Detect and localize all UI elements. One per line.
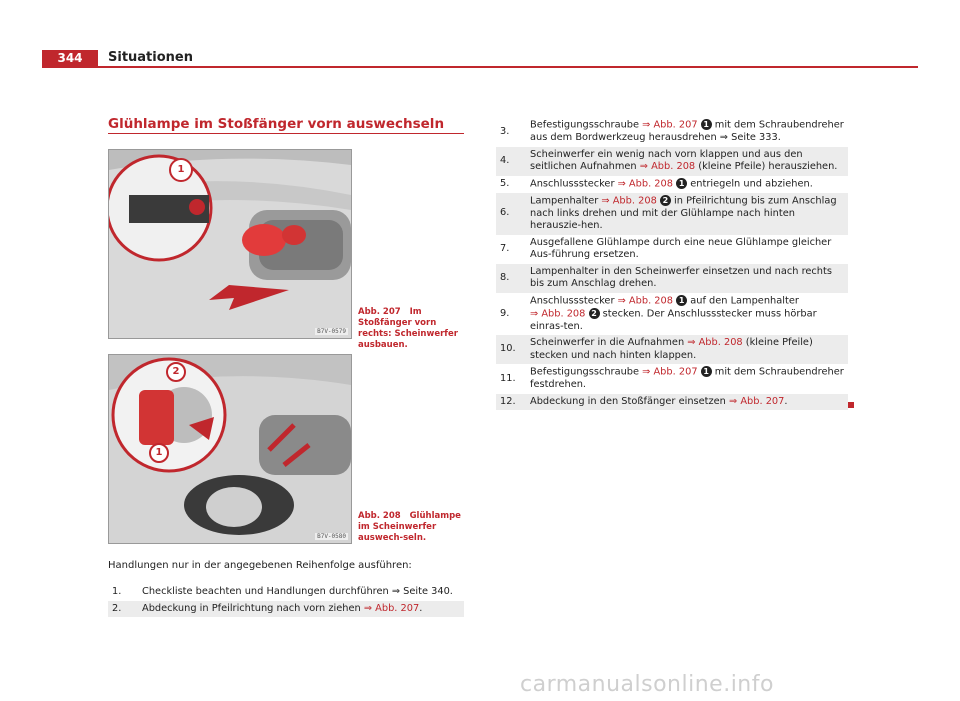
caption-label: Abb. 207 [358, 307, 401, 317]
step-text [526, 193, 848, 235]
step-number: 4. [496, 147, 526, 176]
step-text-part: stecken. Der Anschlussstecker muss hörbar einras-ten. [530, 308, 817, 332]
figure-link[interactable]: ⇒ Abb. 208 [687, 337, 743, 348]
step-text-part: Anschlussstecker [530, 295, 618, 306]
page-title: Glühlampe im Stoßfänger vorn auswechseln [108, 116, 445, 132]
callout-badge: 2 [660, 195, 671, 206]
step-text [138, 601, 464, 618]
step-text: Ausgefallene Glühlampe durch eine neue Glühlampe gleicher Aus-führung ersetzen. [530, 236, 832, 260]
intro-text: Handlungen nur in der angegebenen Reihenfolge ausführen: [108, 560, 412, 571]
step-row [496, 147, 848, 176]
step-text-part: mit dem Schraubendreher festdrehen. [530, 366, 844, 390]
step-row [496, 293, 848, 336]
callout-badge: 1 [676, 178, 687, 189]
end-of-section-marker [848, 402, 854, 408]
figure-link[interactable]: ⇒ Abb. 207 [642, 119, 698, 131]
steps-table-left [108, 584, 464, 617]
step-row [108, 601, 464, 618]
step-text-part: . [784, 395, 788, 407]
step-number: 2. [108, 601, 138, 618]
callout-badge: 1 [701, 366, 712, 377]
caption-text: Im Stoßfänger vorn rechts: Scheinwerfer ausbauen. [358, 307, 458, 350]
step-text [526, 293, 848, 336]
step-number: 1. [112, 586, 122, 597]
figure-link[interactable]: ⇒ Abb. 207 [363, 602, 420, 614]
step-number: 6. [496, 193, 526, 235]
callout-1: 1 [175, 164, 187, 176]
figure-link[interactable]: ⇒ Abb. 208 [530, 308, 586, 319]
callout-badge: 2 [589, 308, 600, 319]
step-text-part: Abdeckung in den Stoßfänger einsetzen [530, 395, 729, 407]
step-text [526, 335, 848, 364]
header-rule [42, 66, 918, 68]
step-row [496, 364, 848, 394]
step-text-part: Abdeckung in Pfeilrichtung nach vorn ziehen [142, 602, 364, 614]
step-text-part: (kleine Pfeile) stecken und nach hinten klappen. [530, 337, 813, 361]
caption-label: Abb. 208 [358, 511, 401, 521]
step-text-part: mit dem Schraubendreher aus dem Bordwerkzeug herausdrehen ⇒ Seite 333. [530, 119, 844, 143]
figure-207-image [108, 149, 352, 339]
step-row [496, 176, 848, 193]
step-row [108, 584, 464, 601]
step-text-part: Scheinwerfer ein wenig nach vorn klappen und aus den seitlichen Aufnahmen [530, 148, 803, 172]
figure-link[interactable]: ⇒ Abb. 208 [601, 195, 657, 206]
figure-link[interactable]: ⇒ Abb. 207 [642, 366, 698, 378]
step-text: Checkliste beachten und Handlungen durchführen ⇒ Seite 340. [142, 586, 453, 597]
step-text-part: Anschlussstecker [530, 178, 618, 189]
step-number: 5. [500, 177, 510, 189]
bumper-illustration [109, 150, 351, 338]
step-text-part: Befestigungsschraube [530, 366, 643, 378]
step-text-part: entriegeln und abziehen. [687, 178, 813, 189]
step-text-part: . [419, 602, 423, 614]
step-number: 12. [496, 394, 526, 411]
step-text [526, 147, 848, 176]
step-number: 8. [496, 264, 526, 293]
figure-link[interactable]: ⇒ Abb. 208 [617, 178, 673, 189]
step-text-part: Scheinwerfer in die Aufnahmen [530, 337, 688, 348]
figure-link[interactable]: ⇒ Abb. 208 [639, 161, 696, 172]
step-row [496, 264, 848, 293]
figure-207-caption [358, 307, 468, 351]
step-text [526, 117, 848, 147]
callout-badge: 1 [676, 295, 687, 306]
step-number: 9. [500, 307, 510, 319]
headlamp-illustration [109, 355, 351, 543]
callout-1: 1 [155, 447, 163, 458]
callout-2: 2 [172, 366, 180, 377]
step-text-part: (kleine Pfeile) herausziehen. [695, 161, 838, 172]
watermark: carmanualsonline.info [520, 672, 774, 697]
step-text-part: auf den Lampenhalter [687, 295, 799, 306]
step-row [496, 235, 848, 264]
step-text-part: in Pfeilrichtung bis zum Anschlag nach links drehen und mit der Glühlampe nach hinten herauszie-hen. [530, 195, 837, 231]
section-title: Situationen [108, 50, 193, 65]
step-row [496, 335, 848, 364]
title-rule [108, 133, 464, 134]
step-row [496, 117, 848, 147]
step-text-part: Befestigungsschraube [530, 119, 643, 131]
figure-208-caption [358, 511, 468, 544]
figure-link[interactable]: ⇒ Abb. 208 [617, 295, 673, 306]
figure-code: B7V-0580 [317, 533, 346, 540]
step-number: 11. [500, 372, 516, 384]
step-row [496, 193, 848, 235]
callout-badge: 1 [701, 119, 712, 130]
step-text [526, 394, 848, 411]
step-number: 7. [500, 242, 510, 254]
step-text: Lampenhalter in den Scheinwerfer einsetzen und nach rechts bis zum Anschlag drehen. [526, 264, 848, 293]
step-number: 10. [496, 335, 526, 364]
step-text [526, 176, 848, 193]
figure-208-image [108, 354, 352, 544]
step-row [496, 394, 848, 411]
step-text-part: Lampenhalter [530, 195, 602, 206]
figure-link[interactable]: ⇒ Abb. 207 [729, 395, 785, 407]
figure-code: B7V-0579 [317, 328, 346, 335]
step-number: 3. [500, 125, 510, 137]
page-number: 344 [42, 50, 98, 66]
caption-text: Glühlampe im Scheinwerfer auswech-seln. [358, 511, 461, 543]
steps-table-right [496, 117, 848, 410]
step-text [526, 364, 848, 394]
